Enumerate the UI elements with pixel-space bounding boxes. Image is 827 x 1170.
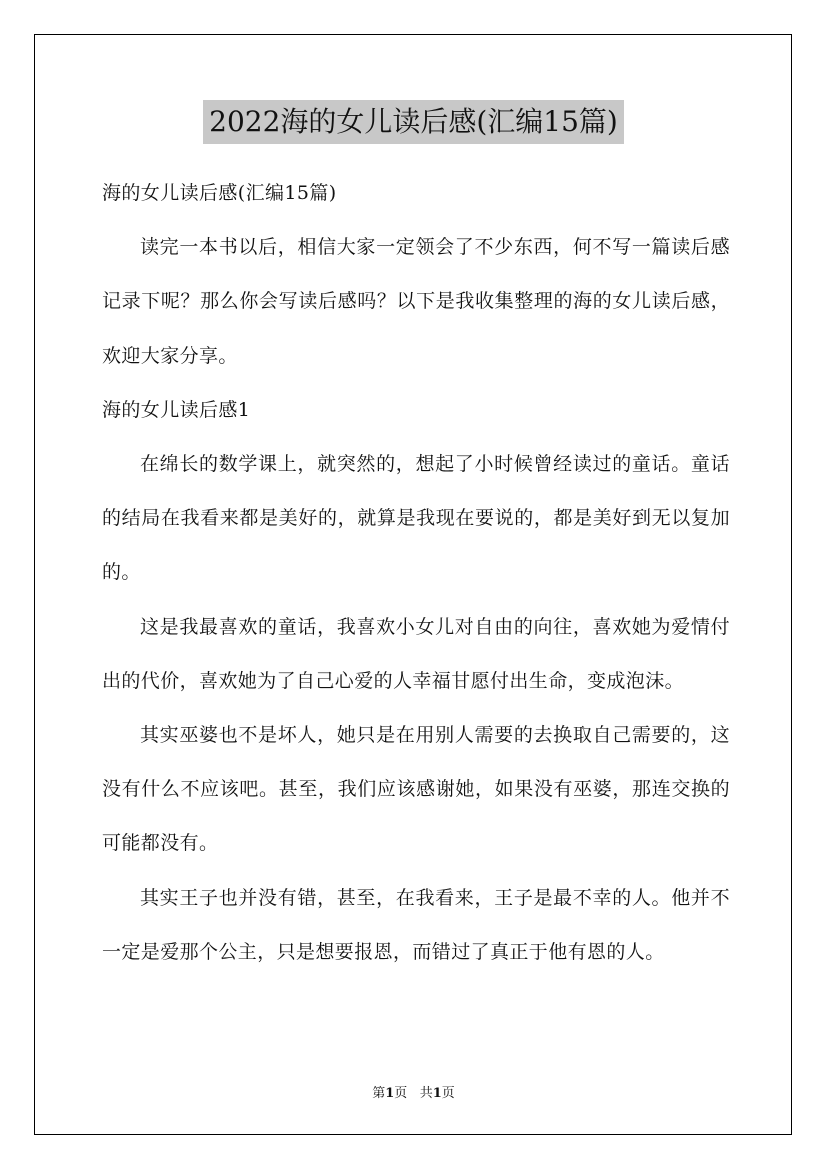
body-paragraph: 其实王子也并没有错，甚至，在我看来，王子是最不幸的人。他并不一定是爱那个公主，只是想要报恩，而错过了真正于他有恩的人。 bbox=[102, 886, 730, 963]
document-body bbox=[102, 166, 730, 979]
document-title: 2022海的女儿读后感(汇编15篇) bbox=[203, 100, 624, 144]
body-paragraph: 这是我最喜欢的童话，我喜欢小女儿对自由的向往，喜欢她为爱情付出的代价，喜欢她为了自己心爱的人幸福甘愿付出生命，变成泡沫。 bbox=[102, 615, 730, 692]
page-prefix: 第 bbox=[372, 1086, 386, 1101]
total-suffix: 页 bbox=[441, 1086, 455, 1101]
page-number: 1 bbox=[385, 1086, 395, 1101]
document-subtitle: 海的女儿读后感(汇编15篇) bbox=[102, 182, 337, 204]
page-footer bbox=[0, 1082, 827, 1101]
body-paragraph: 在绵长的数学课上，就突然的，想起了小时候曾经读过的童话。童话的结局在我看来都是美好的，就算是我现在要说的，都是美好到无以复加的。 bbox=[102, 453, 730, 584]
total-prefix: 共 bbox=[419, 1086, 433, 1101]
page-suffix: 页 bbox=[394, 1086, 408, 1101]
body-paragraph: 其实巫婆也不是坏人，她只是在用别人需要的去换取自己需要的，这没有什么不应该吧。甚至，我们应该感谢她，如果没有巫婆，那连交换的可能都没有。 bbox=[102, 724, 730, 855]
intro-paragraph: 读完一本书以后，相信大家一定领会了不少东西，何不写一篇读后感记录下呢？那么你会写读后感吗？以下是我收集整理的海的女儿读后感，欢迎大家分享。 bbox=[102, 236, 730, 367]
total-pages: 1 bbox=[432, 1086, 442, 1101]
title-container bbox=[0, 100, 827, 144]
section-heading: 海的女儿读后感1 bbox=[102, 398, 251, 421]
